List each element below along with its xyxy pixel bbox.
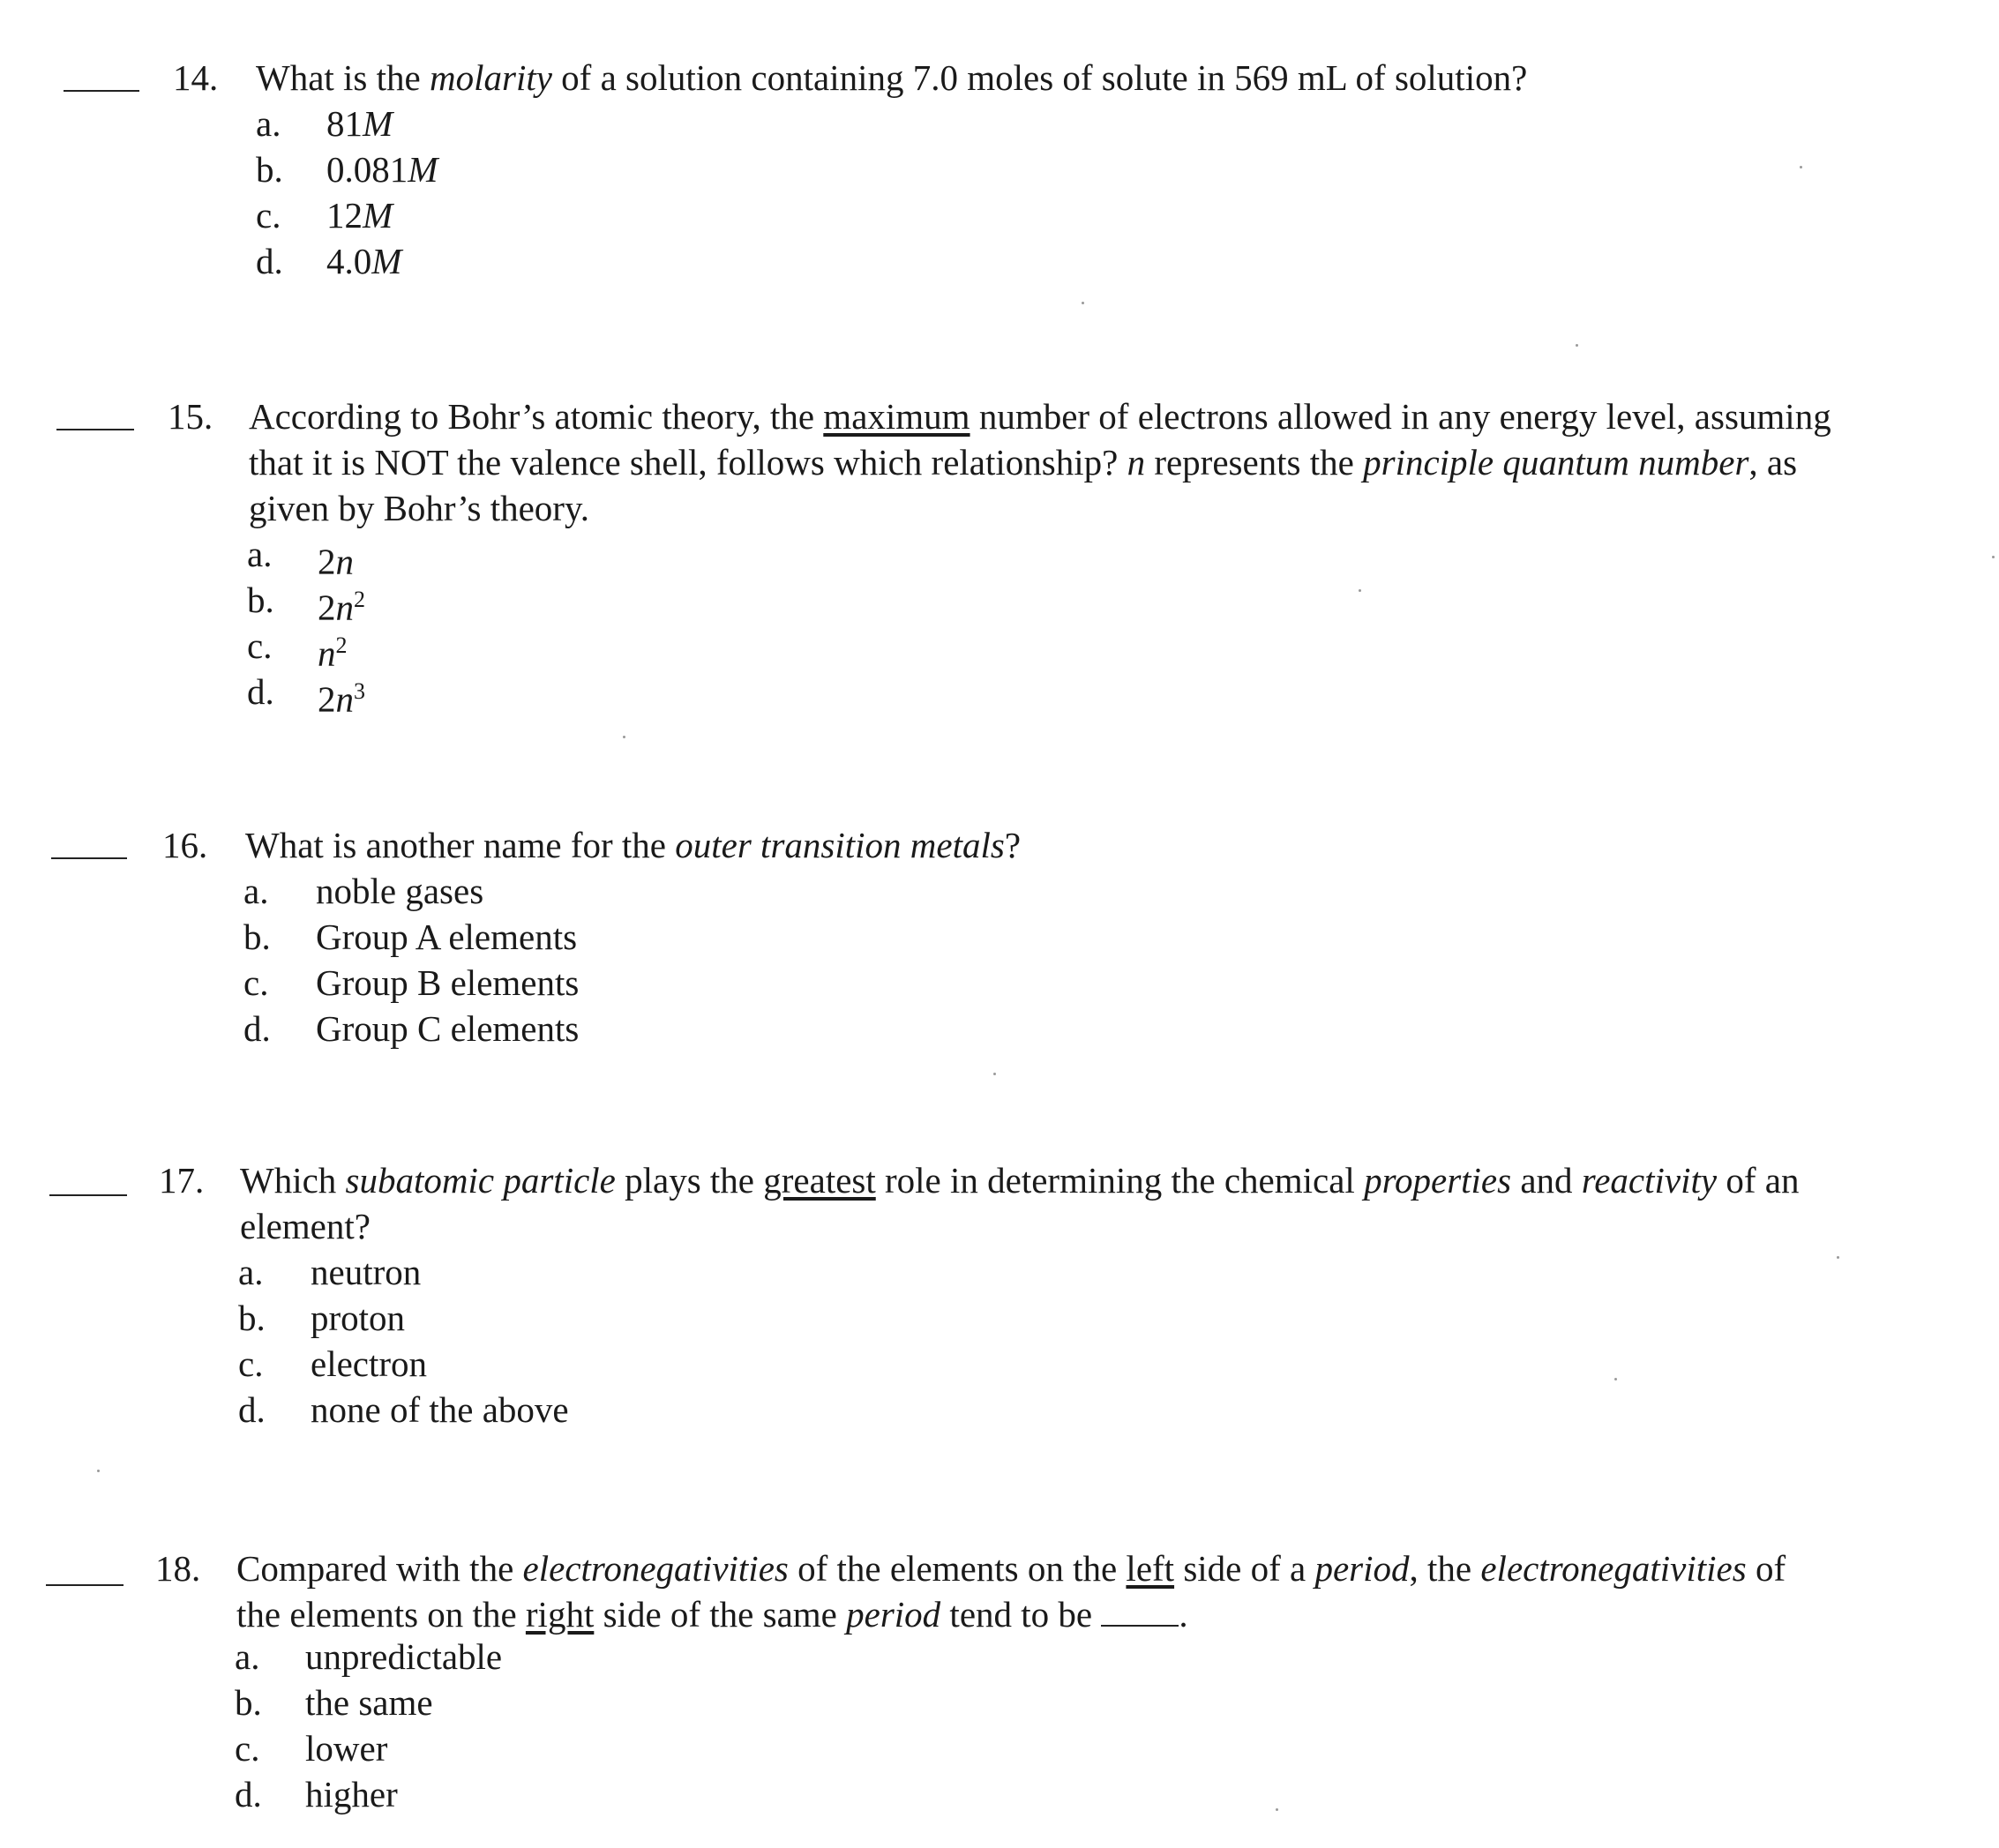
choice-letter: b. — [243, 917, 271, 957]
choice-letter: b. — [238, 1298, 266, 1338]
choice-letter: a. — [256, 103, 281, 144]
question-text — [249, 393, 1831, 531]
choice-text: 81M — [326, 103, 393, 144]
choice-letter: a. — [243, 871, 269, 911]
question-number: 18. — [155, 1548, 201, 1589]
answer-blank-16[interactable] — [51, 857, 127, 859]
choice-text: Group B elements — [316, 962, 580, 1003]
scan-speck — [993, 1073, 996, 1075]
choice-letter: b. — [247, 580, 274, 620]
question-text: What is another name for the outer transition metals? — [245, 825, 1022, 865]
question-line-1: According to Bohr’s atomic theory, the maximum number of electrons allowed in any energy level, assuming — [249, 396, 1831, 437]
choice-letter: c. — [256, 195, 281, 236]
choice-letter: a. — [247, 534, 273, 574]
question-line-2: element? — [240, 1206, 371, 1246]
answer-blank-14[interactable] — [64, 90, 139, 92]
answer-blank-18[interactable] — [46, 1584, 124, 1586]
choice-text: Group A elements — [316, 917, 578, 957]
question-line-1: Compared with the electronegativities of the elements on the left side of a period, the electronegativities of — [236, 1548, 1786, 1589]
choice-text: higher — [305, 1774, 398, 1814]
choice-letter: d. — [243, 1008, 271, 1049]
choice-text: $n^2$ — [318, 632, 348, 674]
question-text: What is the molarity of a solution containing 7.0 moles of solute in 569 mL of solution? — [256, 57, 1528, 98]
fill-in-blank[interactable] — [1101, 1595, 1179, 1627]
answer-blank-15[interactable] — [56, 429, 134, 430]
choice-text: lower — [305, 1728, 388, 1769]
choice-letter: c. — [243, 962, 269, 1003]
choice-text: $2n^2$ — [318, 587, 365, 628]
scan-speck — [1082, 302, 1084, 304]
question-text — [240, 1157, 1799, 1249]
choice-letter: d. — [235, 1774, 262, 1814]
choice-text: none of the above — [311, 1389, 569, 1430]
choice-text: 4.0M — [326, 241, 402, 281]
scan-speck — [1276, 1808, 1278, 1811]
scan-speck — [1614, 1378, 1617, 1380]
choice-letter: b. — [235, 1682, 262, 1723]
choice-letter: a. — [238, 1252, 264, 1292]
scan-speck — [623, 736, 625, 738]
choice-text: the same — [305, 1682, 433, 1723]
choice-text: 12M — [326, 195, 393, 236]
choice-text: $2n^3$ — [318, 678, 365, 720]
choice-text: 2n — [318, 541, 354, 582]
choice-text: electron — [311, 1343, 428, 1384]
scan-speck — [1837, 1256, 1839, 1259]
choice-letter: a. — [235, 1636, 260, 1677]
choice-text: noble gases — [316, 871, 484, 911]
scan-speck — [1992, 556, 1995, 558]
question-line-3: given by Bohr’s theory. — [249, 488, 590, 528]
scan-speck — [1576, 344, 1578, 347]
choice-letter: c. — [247, 625, 273, 666]
choice-letter: c. — [235, 1728, 260, 1769]
choice-text: unpredictable — [305, 1636, 503, 1677]
choice-text: proton — [311, 1298, 406, 1338]
choice-letter: d. — [256, 241, 283, 281]
question-line-1: Which subatomic particle plays the greatest role in determining the chemical properties and reactivity of an — [240, 1160, 1800, 1201]
scan-speck — [1800, 166, 1802, 168]
scan-speck — [1359, 589, 1361, 592]
scan-speck — [97, 1470, 100, 1472]
answer-blank-17[interactable] — [49, 1194, 127, 1196]
question-number: 15. — [168, 396, 213, 437]
question-number: 14. — [173, 57, 219, 98]
choice-text: 0.081M — [326, 149, 438, 190]
choice-text: neutron — [311, 1252, 422, 1292]
choice-text: Group C elements — [316, 1008, 580, 1049]
question-number: 17. — [159, 1160, 205, 1201]
question-line-2: the elements on the right side of the same period tend to be . — [236, 1594, 1188, 1635]
question-number: 16. — [162, 825, 208, 865]
question-line-2: that it is NOT the valence shell, follows which relationship? n represents the principle quantum number, as — [249, 442, 1798, 483]
choice-letter: d. — [247, 671, 274, 712]
choice-letter: c. — [238, 1343, 264, 1384]
question-text — [236, 1545, 1786, 1637]
choice-letter: d. — [238, 1389, 266, 1430]
choice-letter: b. — [256, 149, 283, 190]
